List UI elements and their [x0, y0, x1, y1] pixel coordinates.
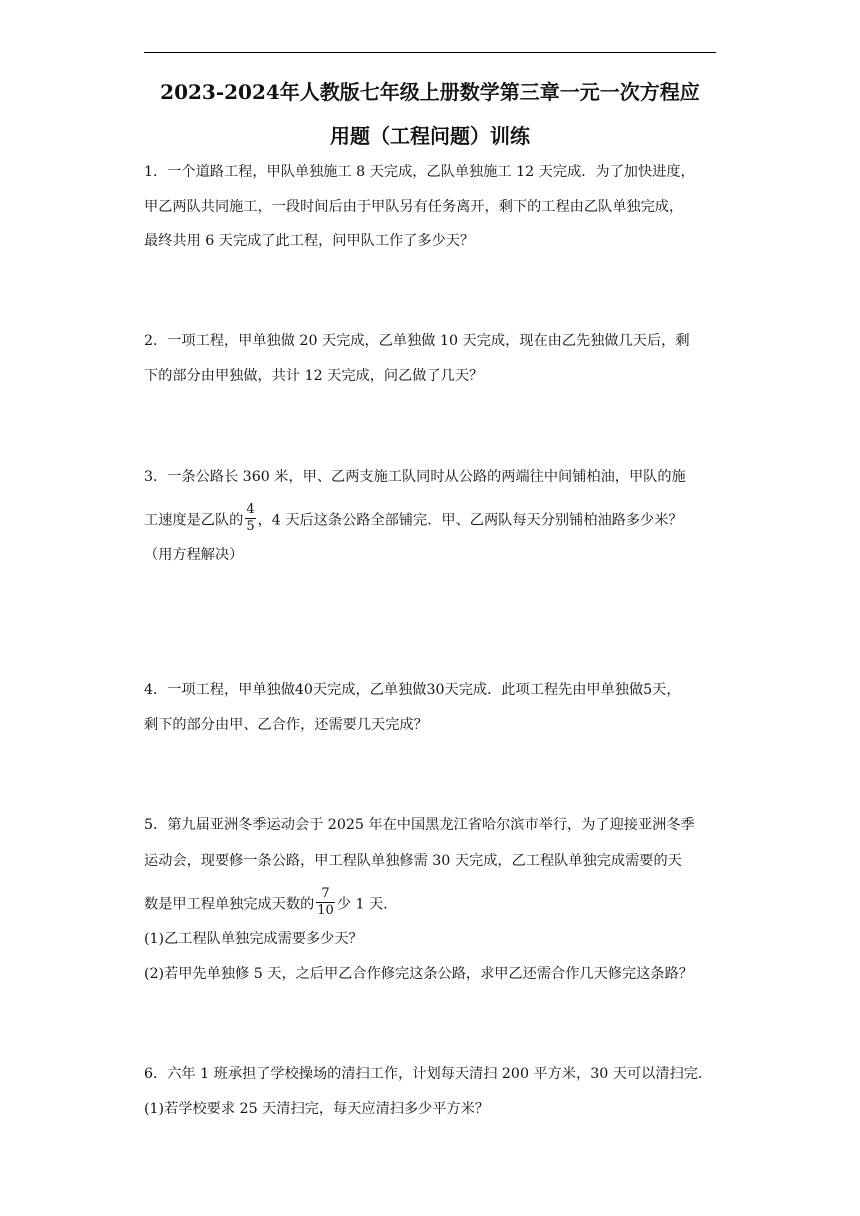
problem-5-line-3-text-b: 少 1 天． [336, 896, 398, 913]
document-title-line-1: 2023-2024年人教版七年级上册数学第三章一元一次方程应 [160, 80, 700, 104]
problem-2-line-1: 2．一项工程，甲单独做 20 天完成，乙单独做 10 天完成，现在由乙先独做几天后，剩 [144, 333, 690, 349]
fraction-4-5 [245, 502, 255, 535]
problem-3-line-1: 3．一条公路长 360 米，甲、乙两支施工队同时从公路的两端往中间铺柏油，甲队的施 [144, 469, 686, 485]
problem-1-line-2: 甲乙两队共同施工，一段时间后由于甲队另有任务离开，剩下的工程由乙队单独完成， [144, 199, 684, 215]
problem-5-subquestion-1: (1)乙工程队单独完成需要多少天？ [144, 931, 363, 947]
fraction-7-10 [316, 886, 335, 919]
problem-5-subquestion-2: (2)若甲先单独修 5 天，之后甲乙合作修完这条公路，求甲乙还需合作几天修完这条路？ [144, 966, 693, 982]
problem-3-line-2-text-a: 工速度是乙队的 [144, 512, 244, 529]
fraction-denominator: 10 [317, 903, 334, 918]
document-title-line-2: 用题（工程问题）训练 [330, 124, 530, 148]
problem-3-line-2-text-b: ，4 天后这条公路全部铺完．甲、乙两队每天分别铺柏油路多少米？ [257, 512, 683, 529]
problem-6-subquestion-1: (1)若学校要求 25 天清扫完，每天应清扫多少平方米？ [144, 1101, 490, 1117]
problem-3-line-3: （用方程解决） [144, 547, 244, 563]
header-rule [144, 52, 716, 53]
problem-2-line-2: 下的部分由甲独做，共计 12 天完成，问乙做了几天？ [144, 368, 484, 384]
fraction-numerator: 7 [316, 886, 335, 903]
problem-5-line-3 [144, 886, 398, 918]
problem-4-line-2: 剩下的部分由甲、乙合作，还需要几天完成？ [144, 717, 428, 733]
problem-1-line-3: 最终共用 6 天完成了此工程，问甲队工作了多少天？ [144, 233, 475, 249]
problem-5-line-2: 运动会，现要修一条公路，甲工程队单独修需 30 天完成，乙工程队单独完成需要的天 [144, 853, 682, 869]
fraction-denominator: 5 [246, 519, 255, 534]
problem-5-line-1: 5．第九届亚洲冬季运动会于 2025 年在中国黑龙江省哈尔滨市举行，为了迎接亚洲冬季 [144, 817, 695, 833]
problem-1-line-1: 1．一个道路工程，甲队单独施工 8 天完成，乙队单独施工 12 天完成．为了加快进度， [144, 164, 695, 180]
problem-4-line-1: 4．一项工程，甲单独做40天完成，乙单独做30天完成．此项工程先由甲单独做5天， [144, 682, 681, 698]
problem-3-line-2 [144, 502, 683, 534]
fraction-numerator: 4 [246, 502, 255, 517]
problem-5-line-3-text-a: 数是甲工程单独完成天数的 [144, 896, 315, 913]
problem-6-line-1: 6．六年 1 班承担了学校操场的清扫工作，计划每天清扫 200 平方米，30 天可以清扫完． [144, 1066, 713, 1082]
